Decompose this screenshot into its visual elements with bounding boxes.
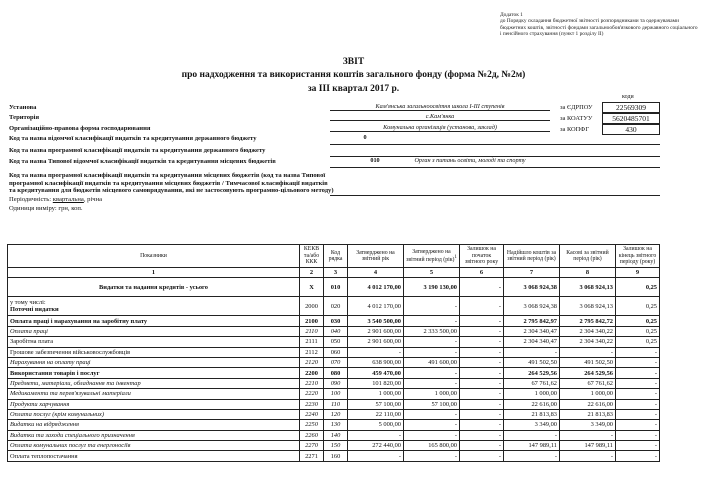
row-cash: 2 304 340,22 xyxy=(560,337,616,347)
codes-header: коди xyxy=(622,94,634,100)
row-approved-period: - xyxy=(404,420,460,430)
table-row xyxy=(8,278,660,297)
row-kekv: 2200 xyxy=(300,368,324,378)
territory-value: с.Кам'янка xyxy=(330,113,550,121)
row-kekv: 2260 xyxy=(300,430,324,440)
row-approved-year: 2 901 600,00 xyxy=(348,337,404,347)
row-code: 060 xyxy=(324,347,348,357)
col-header-received: Надійшло коштів за звітний період (рік) xyxy=(504,245,560,268)
row-balance-end: 0,25 xyxy=(616,337,660,347)
table-row xyxy=(8,430,660,440)
unit-label: Одиниця виміру: грн, коп. xyxy=(9,205,83,212)
col-header-approved-year: Затверджено на звітний рік xyxy=(348,245,404,268)
typical-class-name: Орган з питань освіти, молоді та спорту xyxy=(414,157,526,164)
org-form-value: Комунальна організація (установа, заклад) xyxy=(330,124,550,132)
row-code: 010 xyxy=(324,278,348,297)
col-header-balance-end: Залишок на кінець звітного періоду (року) xyxy=(616,245,660,268)
row-code: 040 xyxy=(324,326,348,336)
row-approved-period: - xyxy=(404,451,460,461)
periodicity-label: Періодичність: xyxy=(9,196,52,203)
row-balance-start: - xyxy=(460,368,504,378)
row-approved-year: 5 000,00 xyxy=(348,420,404,430)
row-approved-year: 459 470,00 xyxy=(348,368,404,378)
row-kekv: 2220 xyxy=(300,389,324,399)
row-approved-period: - xyxy=(404,368,460,378)
table-row xyxy=(8,399,660,409)
typical-class-code: 010 xyxy=(370,157,380,164)
table-row xyxy=(8,316,660,326)
row-received: 3 068 924,38 xyxy=(504,278,560,297)
kopfg-code: 430 xyxy=(602,124,660,135)
row-indicator: Видатки та заходи спеціального призначення xyxy=(8,430,300,440)
row-cash: 3 349,00 xyxy=(560,420,616,430)
koatuu-code: 5620485701 xyxy=(602,113,660,124)
row-approved-year: 4 012 170,00 xyxy=(348,278,404,297)
row-cash: 2 795 842,72 xyxy=(560,316,616,326)
row-received: - xyxy=(504,451,560,461)
row-cash: 21 813,83 xyxy=(560,409,616,419)
local-program-line xyxy=(330,195,660,196)
row-kekv: X xyxy=(300,278,324,297)
table-header-row xyxy=(8,245,660,268)
row-code: 020 xyxy=(324,297,348,316)
row-balance-end: - xyxy=(616,378,660,388)
dept-class-label: Код та назва відомчої класифікації видатків та кредитування державного бюджету xyxy=(9,135,257,142)
territory-label: Територія xyxy=(9,114,40,121)
row-balance-start: - xyxy=(460,409,504,419)
row-approved-year: 3 540 500,00 xyxy=(348,316,404,326)
row-received: 3 349,00 xyxy=(504,420,560,430)
row-kekv: 2111 xyxy=(300,337,324,347)
col-number: 9 xyxy=(616,268,660,278)
org-form-label: Організаційно-правова форма господарювання xyxy=(9,125,151,132)
report-title: ЗВІТ xyxy=(342,57,365,67)
table-row xyxy=(8,357,660,367)
row-indicator: Оплата теплопостачання xyxy=(8,451,300,461)
row-indicator: Заробітна плата xyxy=(8,337,300,347)
row-balance-end: 0,25 xyxy=(616,278,660,297)
col-header-approved-period-text: Затверджено на звітний період (рік) xyxy=(406,248,455,263)
row-code: 070 xyxy=(324,357,348,367)
row-approved-period: 165 800,00 xyxy=(404,441,460,451)
row-balance-end: 0,25 xyxy=(616,316,660,326)
table-row xyxy=(8,378,660,388)
col-header-approved-period xyxy=(404,245,460,268)
row-balance-start: - xyxy=(460,278,504,297)
row-balance-end: - xyxy=(616,451,660,461)
row-received: 147 989,11 xyxy=(504,441,560,451)
report-table xyxy=(7,244,660,462)
row-approved-year: 4 012 170,00 xyxy=(348,297,404,316)
row-cash: - xyxy=(560,347,616,357)
table-row xyxy=(8,409,660,419)
row-received: - xyxy=(504,430,560,440)
row-code: 080 xyxy=(324,368,348,378)
row-balance-start: - xyxy=(460,378,504,388)
row-cash: - xyxy=(560,430,616,440)
edrpou-code: 22569309 xyxy=(602,102,660,113)
row-code: 160 xyxy=(324,451,348,461)
row-indicator-text: Видатки та надання кредитів - усього xyxy=(99,283,208,291)
row-approved-year: 57 100,00 xyxy=(348,399,404,409)
row-cash: 67 761,62 xyxy=(560,378,616,388)
typical-class-line xyxy=(330,167,660,168)
typical-class-label: Код та назва Типової відомчої класифікації видатків та кредитування місцевих бюджетів xyxy=(9,158,276,165)
periodicity-suffix: , річна xyxy=(83,196,103,203)
row-balance-end: - xyxy=(616,409,660,419)
row-kekv: 2100 xyxy=(300,316,324,326)
row-approved-year: 101 820,00 xyxy=(348,378,404,388)
row-received: 264 529,56 xyxy=(504,368,560,378)
row-indicator: Оплата комунальних послуг та енергоносіїв xyxy=(8,441,300,451)
col-number: 2 xyxy=(300,268,324,278)
row-balance-end: - xyxy=(616,430,660,440)
table-row xyxy=(8,389,660,399)
table-row xyxy=(8,451,660,461)
table-row xyxy=(8,347,660,357)
row-received: 3 068 924,38 xyxy=(504,297,560,316)
row-balance-start: - xyxy=(460,316,504,326)
row-approved-year: 2 901 600,00 xyxy=(348,326,404,336)
periodicity-value: квартальна xyxy=(52,196,84,203)
row-indicator: Нарахування на оплату праці xyxy=(8,357,300,367)
row-balance-start: - xyxy=(460,430,504,440)
row-approved-year: 22 110,00 xyxy=(348,409,404,419)
table-row xyxy=(8,297,660,316)
report-subtitle: про надходження та використання коштів загального фонду (форма №2д, №2м) xyxy=(181,70,526,80)
column-numbers-row xyxy=(8,268,660,278)
row-approved-period: - xyxy=(404,378,460,388)
koatuu-label: за КОАТУУ xyxy=(560,115,593,122)
col-number: 8 xyxy=(560,268,616,278)
row-balance-end: 0,25 xyxy=(616,297,660,316)
row-balance-start: - xyxy=(460,451,504,461)
row-code: 130 xyxy=(324,420,348,430)
institution-label: Установа xyxy=(9,104,37,111)
row-balance-end: - xyxy=(616,357,660,367)
row-balance-start: - xyxy=(460,389,504,399)
row-indicator: Предмети, матеріали, обладнання та інвентар xyxy=(8,378,300,388)
row-cash: 264 529,56 xyxy=(560,368,616,378)
edrpou-label: за ЄДРПОУ xyxy=(560,104,593,111)
row-approved-period: - xyxy=(404,347,460,357)
institution-value: Кам'янська загальноосвітня школа I-III ступенів xyxy=(330,103,550,111)
row-kekv: 2110 xyxy=(300,326,324,336)
col-header-cash: Касові за звітний період (рік) xyxy=(560,245,616,268)
row-indicator: Оплата послуг (крім комунальних) xyxy=(8,409,300,419)
row-balance-start: - xyxy=(460,441,504,451)
row-balance-start: - xyxy=(460,357,504,367)
row-kekv: 2250 xyxy=(300,420,324,430)
row-balance-start: - xyxy=(460,399,504,409)
periodicity xyxy=(9,196,102,203)
row-cash: - xyxy=(560,451,616,461)
col-number: 3 xyxy=(324,268,348,278)
row-balance-end: - xyxy=(616,389,660,399)
row-code: 150 xyxy=(324,441,348,451)
row-indicator: Продукти харчування xyxy=(8,399,300,409)
row-kekv: 2271 xyxy=(300,451,324,461)
row-balance-start: - xyxy=(460,297,504,316)
row-balance-start: - xyxy=(460,420,504,430)
row-received: 1 000,00 xyxy=(504,389,560,399)
dept-class-line xyxy=(330,144,660,145)
row-approved-year: - xyxy=(348,430,404,440)
row-approved-period: - xyxy=(404,297,460,316)
row-code: 090 xyxy=(324,378,348,388)
row-indicator: Оплата праці xyxy=(8,326,300,336)
row-cash: 491 502,50 xyxy=(560,357,616,367)
row-balance-end: - xyxy=(616,399,660,409)
row-cash: 1 000,00 xyxy=(560,389,616,399)
col-number: 7 xyxy=(504,268,560,278)
row-received: - xyxy=(504,347,560,357)
row-kekv: 2240 xyxy=(300,409,324,419)
row-code: 100 xyxy=(324,389,348,399)
row-indicator xyxy=(8,278,300,297)
row-received: 21 813,83 xyxy=(504,409,560,419)
row-approved-period: 1 000,00 xyxy=(404,389,460,399)
row-cash: 22 616,00 xyxy=(560,399,616,409)
row-approved-year: 638 900,00 xyxy=(348,357,404,367)
row-approved-period: 2 333 500,00 xyxy=(404,326,460,336)
annex-note: Додаток 1 до Порядку складання бюджетної звітності розпорядниками та одержувачами бюджетних коштів, звітності фондами загальнообов'язкового державного соціального і пенсійного страхування (пункт 1 розділу ІІ) xyxy=(500,12,698,38)
table-row xyxy=(8,420,660,430)
row-received: 67 761,62 xyxy=(504,378,560,388)
row-kekv: 2210 xyxy=(300,378,324,388)
local-program-label: Код та назва програмної класифікації видатків та кредитування місцевих бюджетів (код та назва Типової програмної класифікації видатків та кредитування місцевих бюджетів / Тимчасової класифікації видатків та кредитування для бюджетів місцевого самоврядування, які не застосовують програмно-цільового методу) xyxy=(9,172,334,195)
col-header-row-code: Код рядка xyxy=(324,245,348,268)
row-balance-end: - xyxy=(616,347,660,357)
row-code: 110 xyxy=(324,399,348,409)
row-approved-period: - xyxy=(404,430,460,440)
row-code: 120 xyxy=(324,409,348,419)
program-class-label: Код та назва програмної класифікації видатків та кредитування державного бюджету xyxy=(9,147,266,154)
table-row xyxy=(8,441,660,451)
row-cash: 3 068 924,13 xyxy=(560,297,616,316)
row-received: 2 304 340,47 xyxy=(504,337,560,347)
dept-class-code: 0 xyxy=(363,134,367,141)
row-code: 140 xyxy=(324,430,348,440)
row-kekv: 2270 xyxy=(300,441,324,451)
row-indicator-prefix: у тому числі: xyxy=(10,299,46,307)
row-kekv: 2112 xyxy=(300,347,324,357)
row-indicator: Видатки на відрядження xyxy=(8,420,300,430)
row-approved-period: 3 190 130,00 xyxy=(404,278,460,297)
row-cash: 147 989,11 xyxy=(560,441,616,451)
col-header-kekv: КЕКВ та/або ККК xyxy=(300,245,324,268)
row-approved-period: 57 100,00 xyxy=(404,399,460,409)
row-received: 491 502,50 xyxy=(504,357,560,367)
row-balance-start: - xyxy=(460,347,504,357)
row-cash: 3 068 924,13 xyxy=(560,278,616,297)
col-header-balance-start: Залишок на початок звітного року xyxy=(460,245,504,268)
col-number: 6 xyxy=(460,268,504,278)
row-approved-period: - xyxy=(404,337,460,347)
col-number: 4 xyxy=(348,268,404,278)
row-approved-period: - xyxy=(404,316,460,326)
row-indicator xyxy=(8,297,300,316)
row-received: 2 795 842,97 xyxy=(504,316,560,326)
col-header-indicators: Показники xyxy=(8,245,300,268)
row-code: 050 xyxy=(324,337,348,347)
row-received: 22 616,00 xyxy=(504,399,560,409)
kopfg-label: за КОПФГ xyxy=(560,126,590,133)
row-balance-end: 0,25 xyxy=(616,326,660,336)
table-row xyxy=(8,337,660,347)
col-number: 1 xyxy=(8,268,300,278)
row-kekv: 2000 xyxy=(300,297,324,316)
row-approved-year: 272 440,00 xyxy=(348,441,404,451)
table-row xyxy=(8,326,660,336)
row-indicator: Медикаменти та перев'язувальні матеріали xyxy=(8,389,300,399)
row-kekv: 2120 xyxy=(300,357,324,367)
row-balance-end: - xyxy=(616,420,660,430)
row-received: 2 304 340,47 xyxy=(504,326,560,336)
row-approved-period: 491 600,00 xyxy=(404,357,460,367)
row-balance-start: - xyxy=(460,337,504,347)
report-period: за III квартал 2017 р. xyxy=(307,84,400,94)
row-code: 030 xyxy=(324,316,348,326)
row-approved-year: - xyxy=(348,451,404,461)
row-balance-end: - xyxy=(616,368,660,378)
col-header-approved-period-note: 1 xyxy=(454,255,457,261)
row-indicator: Оплата праці і нарахування на заробітну плату xyxy=(8,316,300,326)
row-cash: 2 304 340,22 xyxy=(560,326,616,336)
row-approved-period: - xyxy=(404,409,460,419)
row-kekv: 2230 xyxy=(300,399,324,409)
row-approved-year: - xyxy=(348,347,404,357)
row-indicator-text: Поточні видатки xyxy=(10,306,59,314)
row-indicator: Використання товарів і послуг xyxy=(8,368,300,378)
row-balance-end: - xyxy=(616,441,660,451)
row-balance-start: - xyxy=(460,326,504,336)
row-indicator: Грошове забезпечення військовослужбовців xyxy=(8,347,300,357)
col-number: 5 xyxy=(404,268,460,278)
table-row xyxy=(8,368,660,378)
row-approved-year: 1 000,00 xyxy=(348,389,404,399)
